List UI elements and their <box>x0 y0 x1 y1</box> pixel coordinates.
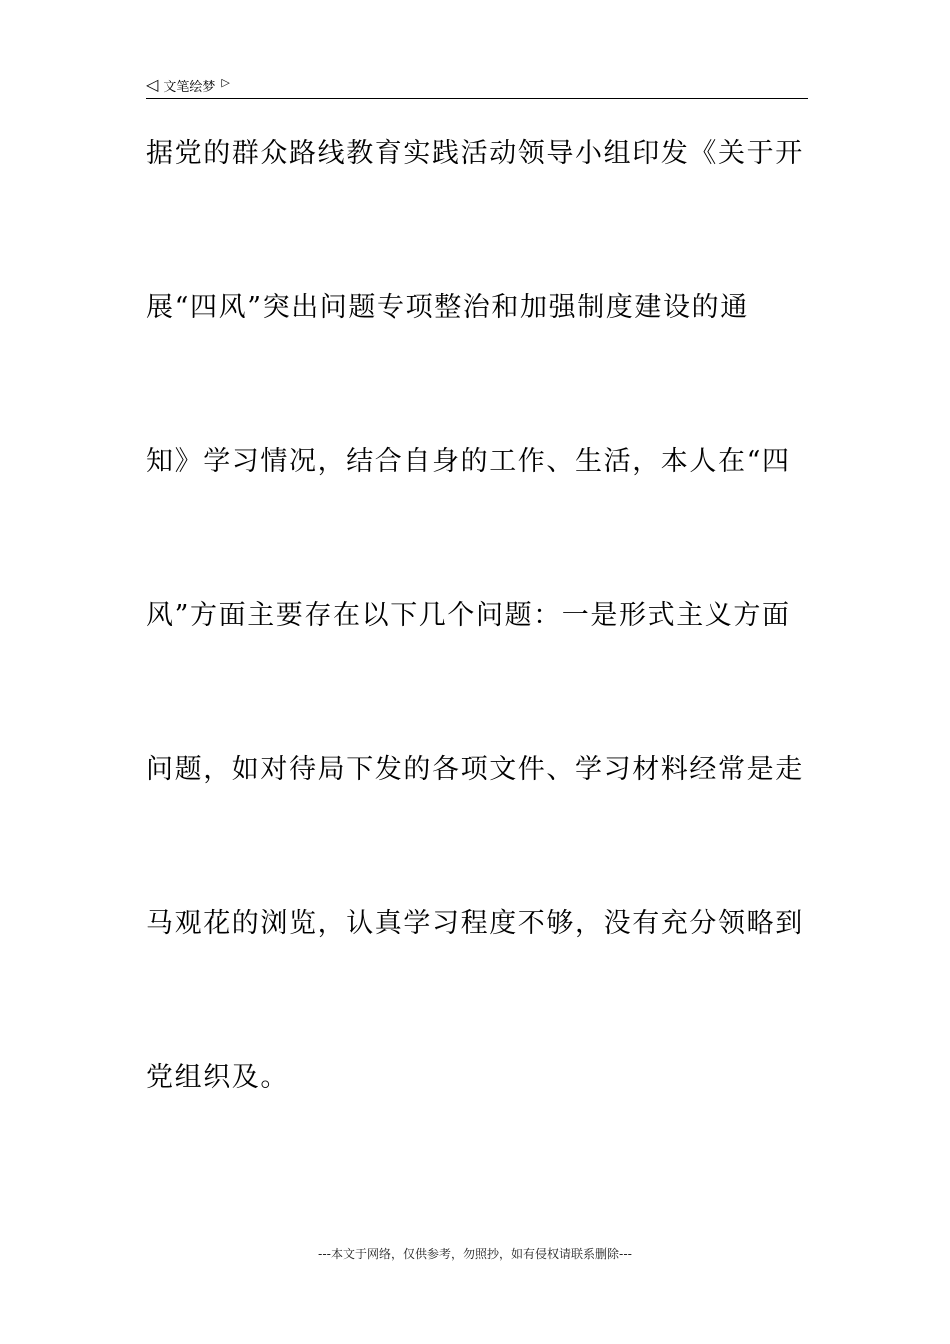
body-line: 马观花的浏览，认真学习程度不够，没有充分领略到 <box>146 908 804 939</box>
document-body <box>146 128 810 1206</box>
body-line: 知》学习情况，结合自身的工作、生活，本人在“四 <box>146 446 791 477</box>
triangle-left-icon: ◁ <box>146 75 159 94</box>
body-line: 展“四风”突出问题专项整治和加强制度建设的通 <box>146 292 749 323</box>
body-line: 风”方面主要存在以下几个问题：一是形式主义方面 <box>146 600 791 631</box>
header-title: 文笔绘梦 <box>163 79 216 95</box>
body-line: 问题，如对待局下发的各项文件、学习材料经常是走 <box>146 754 804 785</box>
body-line: 党组织及。 <box>146 1062 289 1093</box>
page-header <box>146 72 808 99</box>
body-line: 据党的群众路线教育实践活动领导小组印发《关于开 <box>146 138 804 169</box>
footer-disclaimer: ---本文于网络，仅供参考，勿照抄，如有侵权请联系删除--- <box>318 1247 632 1261</box>
triangle-right-icon: ▷ <box>221 75 230 89</box>
